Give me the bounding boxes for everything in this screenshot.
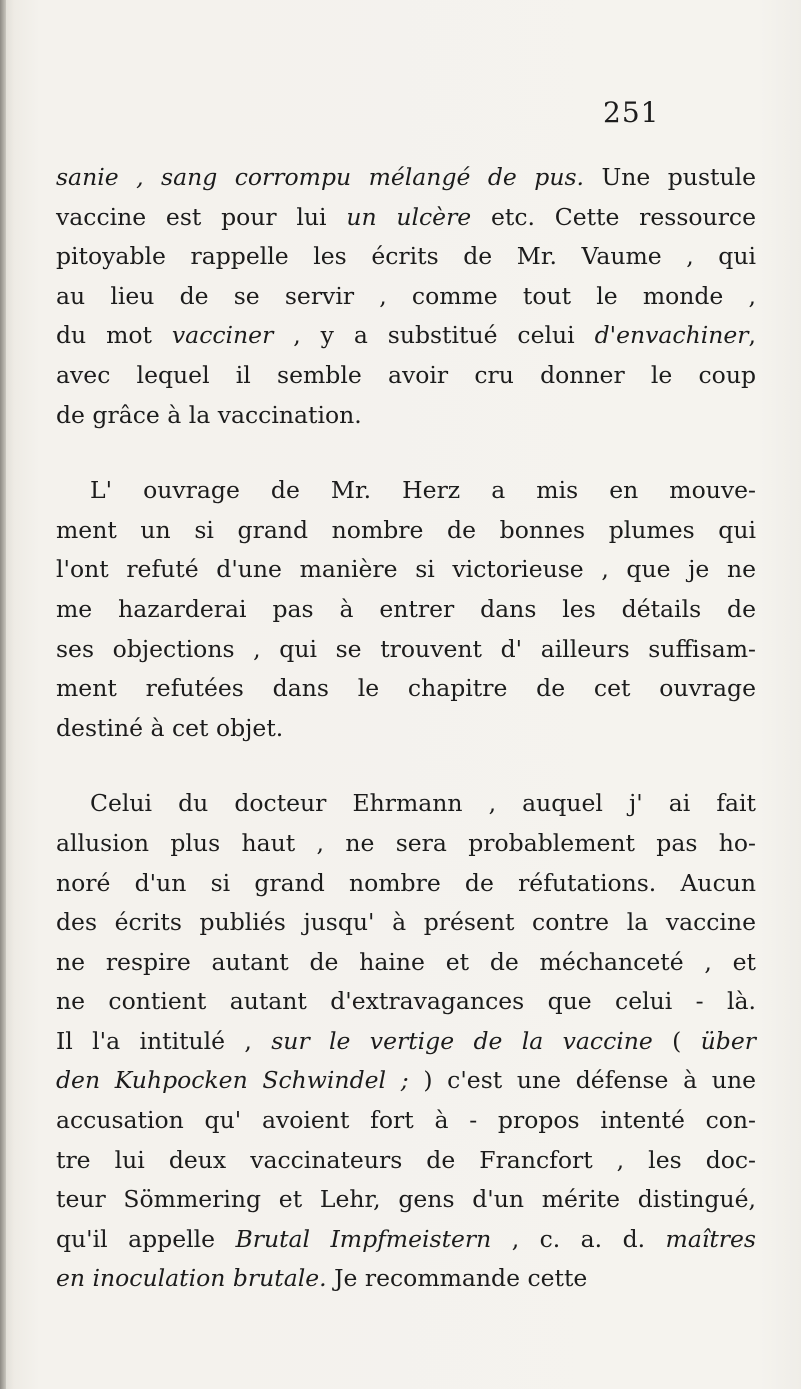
- text-line: [56, 590, 756, 630]
- text-run: teur Sömmering et Lehr, gens d'un mérite distingué,: [56, 1185, 756, 1214]
- italic-run: d'envachiner: [594, 321, 749, 350]
- text-line: [56, 550, 756, 590]
- paragraph: [56, 158, 756, 435]
- italic-run: Brutal Impfmeistern: [235, 1224, 492, 1253]
- text-line: [56, 356, 756, 396]
- text-line: [56, 864, 756, 904]
- text-run: Une pustule: [583, 163, 756, 191]
- italic-run: un ulcère: [346, 202, 472, 231]
- text-run: destiné à cet objet.: [56, 713, 284, 742]
- text-run: Il l'a intitulé ,: [56, 1026, 272, 1055]
- text-run: tre lui deux vaccinateurs de Francfort , les doc-: [56, 1145, 756, 1174]
- text-line: [56, 1022, 756, 1062]
- text-line: [56, 1101, 756, 1141]
- text-line: [56, 511, 756, 551]
- book-spine-shadow: [0, 0, 6, 1389]
- text-run: de grâce à la vaccination.: [56, 400, 362, 429]
- text-run: des écrits publiés jusqu' à présent contre la vaccine: [56, 908, 756, 937]
- text-run: au lieu de se servir , comme tout le monde ,: [56, 281, 756, 310]
- italic-run: über: [700, 1026, 756, 1055]
- text-run: ne contient autant d'extravagances que celui - là.: [56, 987, 756, 1016]
- page-number: 251: [603, 96, 660, 129]
- text-line: [56, 277, 756, 317]
- text-run: noré d'un si grand nombre de réfutations. Aucun: [56, 868, 756, 897]
- text-line: [56, 1259, 756, 1299]
- text-run: me hazarderai pas à entrer dans les détails de: [56, 594, 756, 623]
- text-run: (: [652, 1026, 701, 1055]
- italic-run: sur le vertige de la vaccine: [271, 1026, 653, 1055]
- text-line: [56, 198, 756, 238]
- italic-run: maîtres: [665, 1224, 756, 1253]
- text-line: [56, 1220, 756, 1260]
- text-line: [56, 1180, 756, 1220]
- italic-run: sanie , sang corrompu mélangé de pus.: [56, 163, 584, 191]
- italic-run: vacciner: [171, 321, 274, 350]
- paragraph: [56, 471, 756, 748]
- text-line: [56, 1061, 756, 1101]
- text-run: ment refutées dans le chapitre de cet ouvrage: [56, 674, 756, 703]
- text-line: [56, 903, 756, 943]
- text-run: avec lequel il semble avoir cru donner le coup: [56, 360, 756, 389]
- text-run: ) c'est une défense à une: [408, 1066, 756, 1095]
- text-line: [56, 158, 756, 198]
- text-run: , y a substitué celui: [273, 321, 595, 350]
- text-run: qu'il appelle: [56, 1224, 236, 1253]
- text-run: etc. Cette ressource: [471, 202, 756, 231]
- text-run: accusation qu' avoient fort à - propos intenté con-: [56, 1106, 756, 1135]
- text-line: [56, 784, 756, 824]
- text-run: , c. a. d.: [491, 1224, 666, 1253]
- text-run: ses objections , qui se trouvent d' ailleurs suffisam-: [56, 634, 756, 663]
- text-run: du mot: [56, 321, 172, 350]
- text-run: L' ouvrage de Mr. Herz a mis en mouve-: [90, 476, 756, 505]
- paragraph: [56, 784, 756, 1299]
- text-line: [56, 709, 756, 749]
- text-run: Je recommande cette: [326, 1264, 588, 1293]
- body-text: [56, 158, 756, 1335]
- text-run: ,: [748, 321, 756, 350]
- text-line: [56, 316, 756, 356]
- italic-run: en inoculation brutale.: [56, 1264, 327, 1293]
- text-run: Celui du docteur Ehrmann , auquel j' ai fait: [90, 789, 756, 818]
- text-run: ne respire autant de haine et de méchanceté , et: [56, 947, 756, 976]
- text-line: [56, 982, 756, 1022]
- text-run: allusion plus haut , ne sera probablement pas ho-: [56, 828, 756, 857]
- text-line: [56, 824, 756, 864]
- text-line: [56, 396, 756, 436]
- text-line: [56, 630, 756, 670]
- text-line: [56, 471, 756, 511]
- text-run: ment un si grand nombre de bonnes plumes qui: [56, 515, 756, 544]
- italic-run: den Kuhpocken Schwindel ;: [56, 1066, 409, 1095]
- text-line: [56, 1141, 756, 1181]
- text-run: pitoyable rappelle les écrits de Mr. Vaume , qui: [56, 242, 756, 271]
- text-line: [56, 669, 756, 709]
- text-line: [56, 237, 756, 277]
- text-line: [56, 943, 756, 983]
- text-run: vaccine est pour lui: [56, 202, 347, 231]
- text-run: l'ont refuté d'une manière si victorieuse , que je ne: [56, 555, 756, 584]
